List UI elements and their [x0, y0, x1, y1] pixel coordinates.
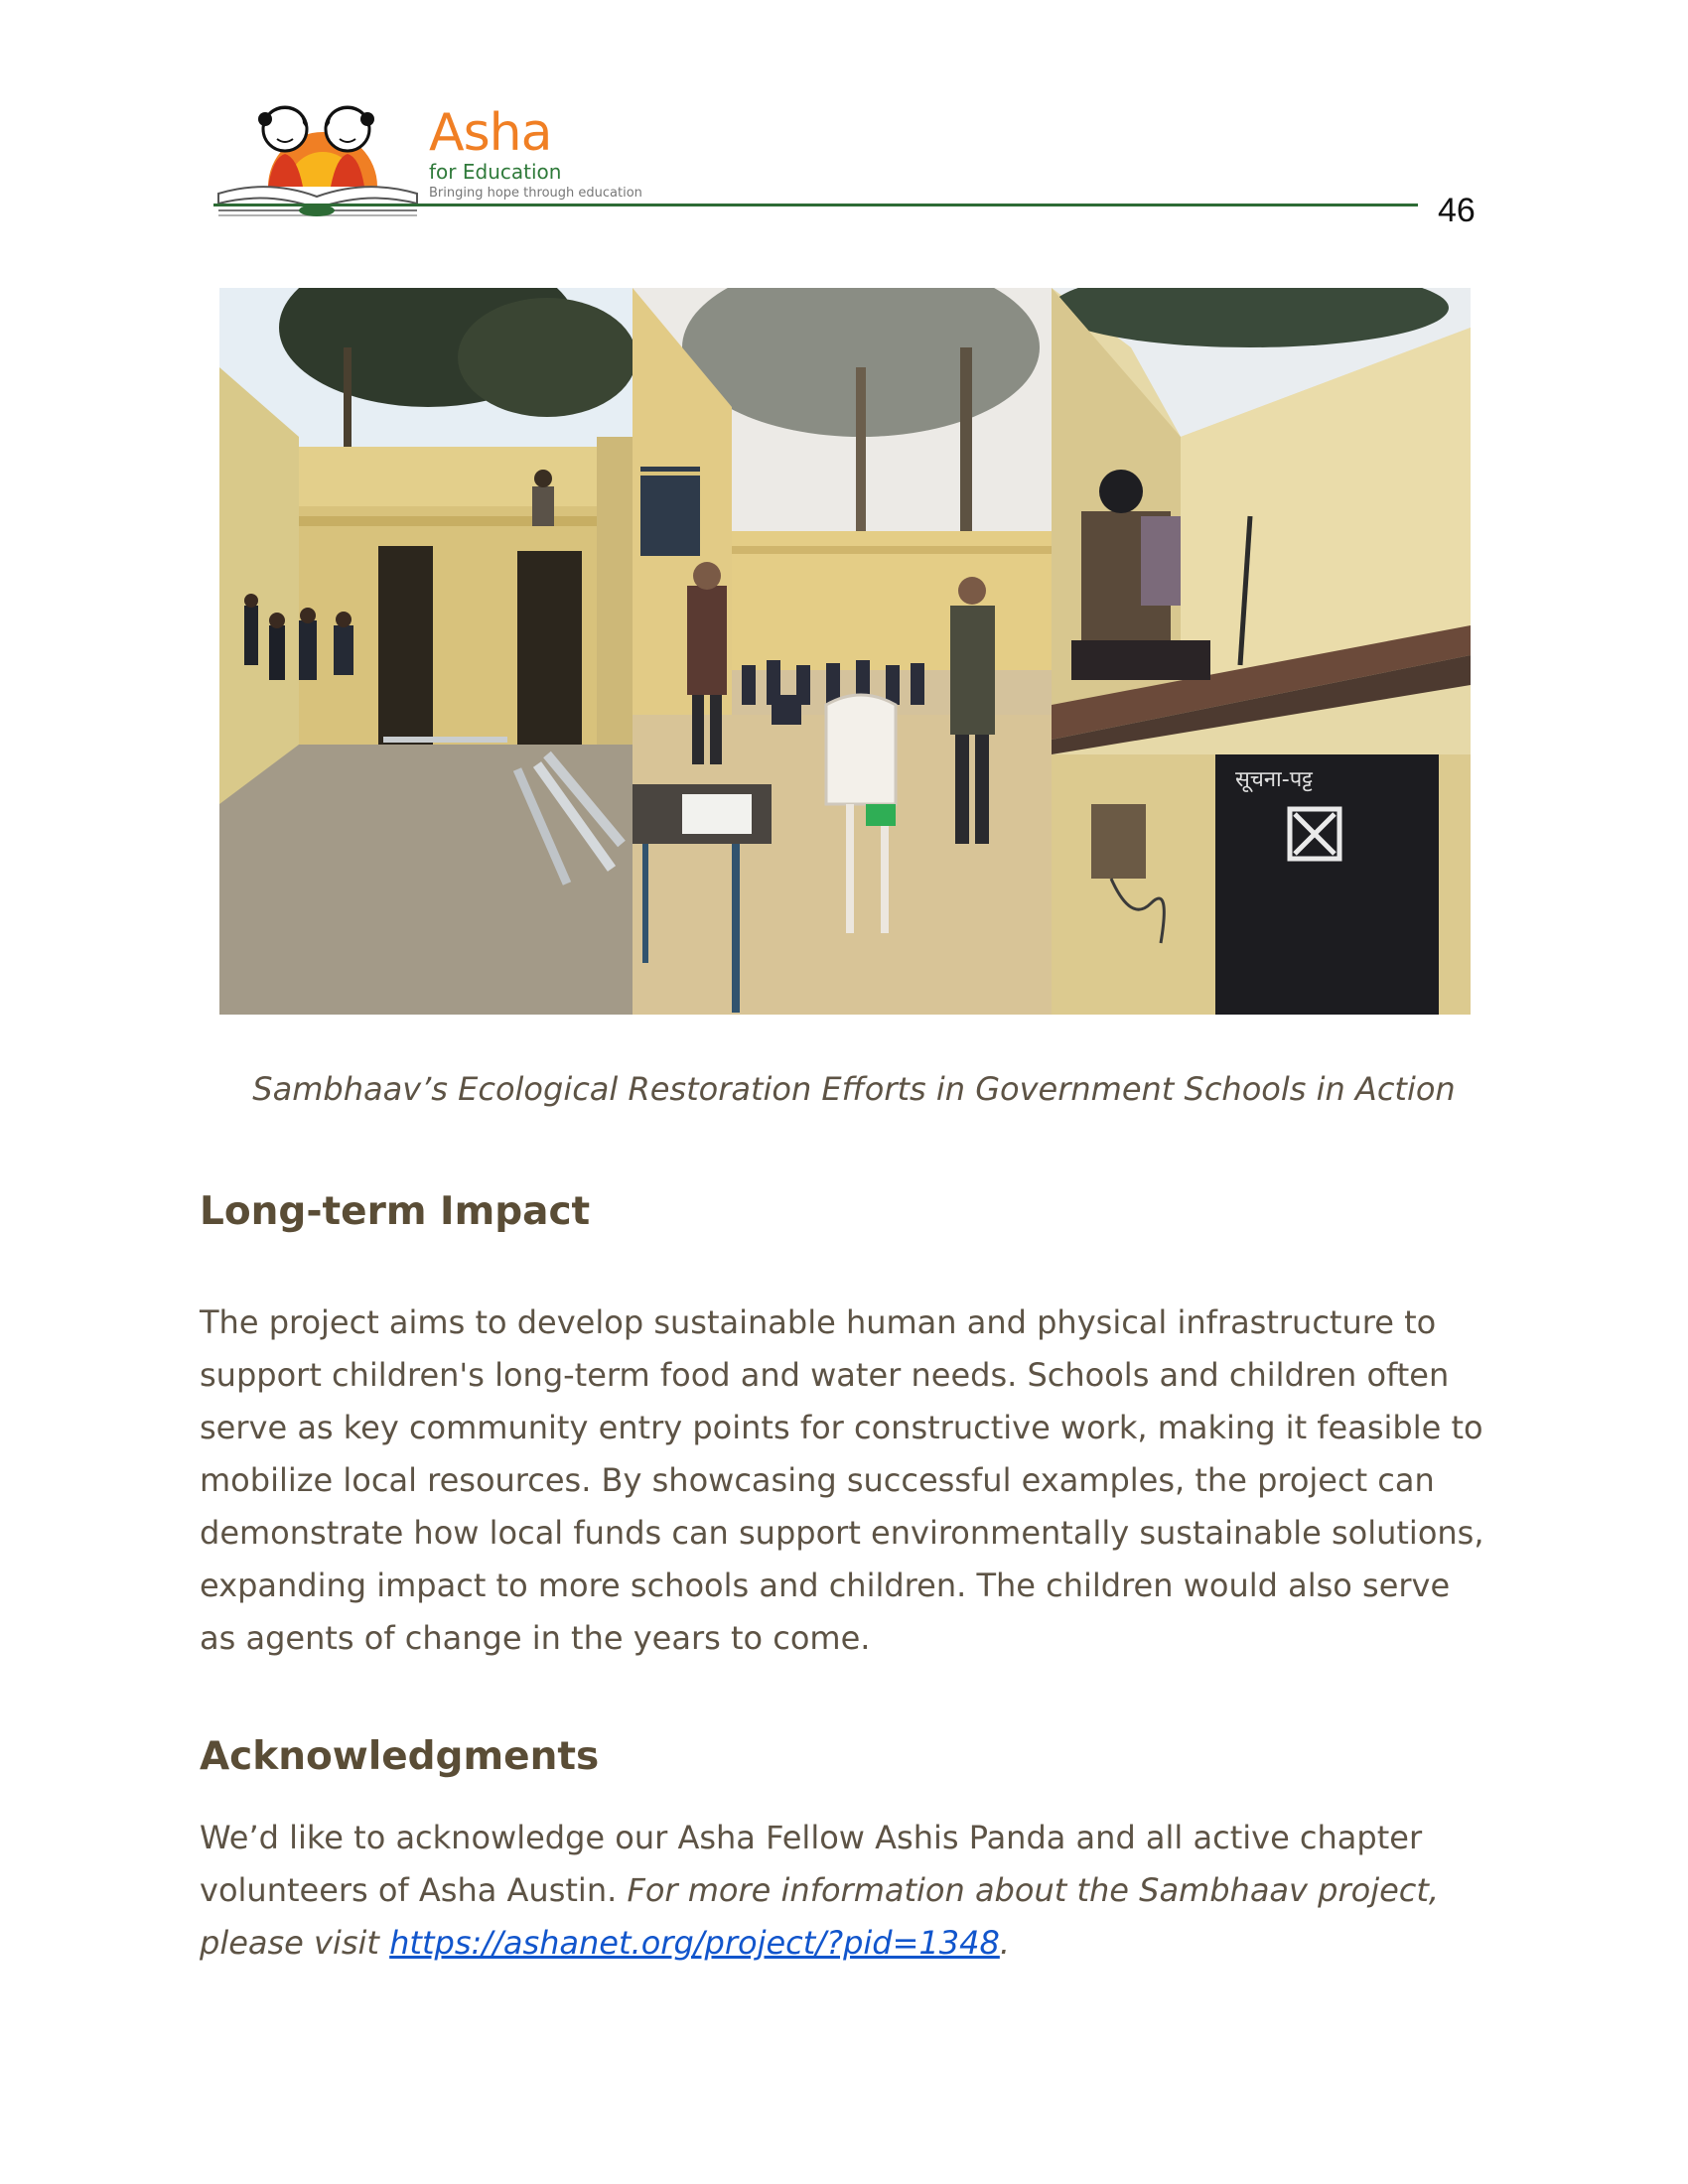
brand-subtitle: for Education — [429, 160, 562, 184]
photo-caption: Sambhaav’s Ecological Restoration Efforts in Government Schools in Action — [252, 1070, 1456, 1108]
page-header — [0, 0, 1688, 258]
trailing-period: . — [999, 1924, 1010, 1962]
section-heading-impact: Long-term Impact — [200, 1189, 591, 1234]
section-heading-acknowledgments: Acknowledgments — [200, 1734, 600, 1779]
school-courtyard-pipes-photo — [219, 288, 633, 1015]
asha-logo-icon — [213, 99, 422, 218]
photo-collage — [219, 288, 1471, 1015]
notice-board-text: सूचना-पट्ट — [1235, 767, 1313, 792]
acknowledgments-paragraph — [200, 1812, 1490, 1970]
acknowledgments-text: We’d like to acknowledge our Asha Fellow Ashis Panda and all active chapter volunteers of Asha Austin. — [200, 1819, 1423, 1909]
impact-paragraph: The project aims to develop sustainable human and physical infrastructure to support children's long-term food and water needs. Schools and children often serve as key community entry points for constructive work, making it feasible to mobilize local resources. By showcasing successful examples, the project can demonstrate how local funds can support environmentally sustainable solutions, expanding impact to more schools and children. The children would also serve as agents of change in the years to come. — [200, 1303, 1484, 1657]
page-number: 46 — [1438, 192, 1476, 229]
worker-on-roof-photo — [1052, 288, 1471, 1015]
header-divider — [213, 204, 1418, 206]
school-teachers-students-photo — [633, 288, 1052, 1015]
project-link[interactable]: https://ashanet.org/project/?pid=1348 — [389, 1924, 1000, 1962]
more-info-text: For more information about the Sambhaav project, please visit — [200, 1871, 1440, 1962]
brand-tagline: Bringing hope through education — [429, 186, 642, 201]
brand-name: Asha — [429, 103, 552, 163]
